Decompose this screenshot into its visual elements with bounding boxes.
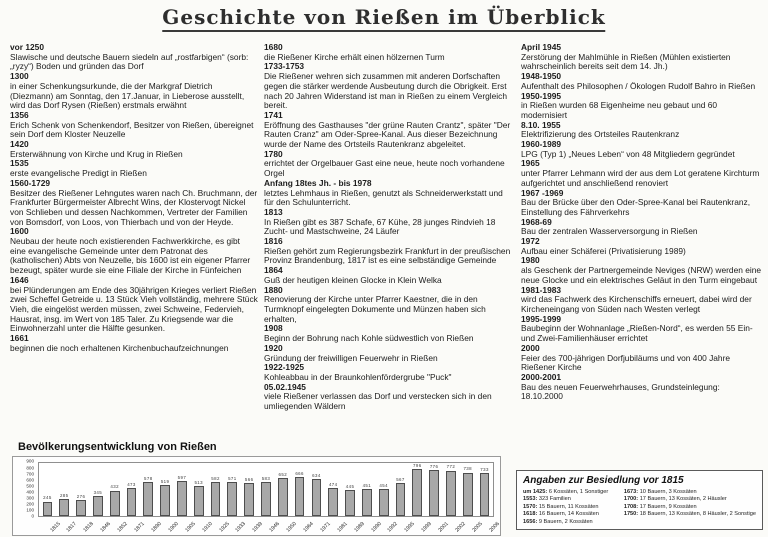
timeline-entry	[264, 363, 514, 382]
entry-date: 1420	[10, 139, 29, 150]
bar-value-label: 454	[379, 483, 388, 489]
x-tick-label: 2006	[488, 521, 501, 534]
bar-group	[443, 463, 460, 516]
chart-y-axis	[15, 458, 35, 519]
bar	[261, 482, 271, 516]
timeline-entry	[10, 111, 258, 140]
bar-group	[157, 463, 174, 516]
chart-plot-area	[38, 462, 494, 517]
entry-date: 1661	[10, 333, 29, 344]
settlement-text: 17 Bauern, 13 Kossäten, 2 Häusler	[638, 496, 727, 503]
bar	[480, 473, 490, 516]
timeline-entry	[521, 218, 763, 237]
entry-date: vor 1250	[10, 42, 44, 52]
entry-text: Bau der zentralen Wasserversorgung in Rießen	[521, 226, 698, 237]
settlement-entry	[523, 511, 624, 518]
settlement-info-box	[516, 470, 763, 530]
entry-text: wird das Fachwerk des Kirchenschiffs erneuert, dabei wird der Kircheneingang von Süden nach Westen verlegt	[521, 294, 752, 314]
entry-date: 1741	[264, 109, 283, 120]
x-tick-label: 1989	[353, 521, 366, 534]
bar-group	[308, 463, 325, 516]
bar-value-label: 571	[228, 476, 237, 482]
entry-text: Gründung der freiwilligen Feuerwehr in Rießen	[264, 352, 438, 363]
y-tick-label: 200	[26, 501, 34, 507]
bar	[463, 473, 473, 516]
timeline-entry	[521, 140, 763, 159]
timeline-column-2	[264, 43, 514, 412]
x-tick-label: 1999	[420, 521, 433, 534]
x-tick-label: 1992	[386, 521, 400, 534]
y-tick-label: 900	[26, 458, 34, 464]
bar	[328, 488, 338, 516]
settlement-year: 1618:	[523, 511, 538, 518]
y-tick-label: 400	[26, 489, 34, 495]
entry-date: 1995-1999	[521, 313, 562, 324]
entry-date: 1960-1989	[521, 139, 562, 150]
timeline-entry	[521, 256, 763, 285]
bar	[177, 481, 187, 516]
entry-text: Erich Schenk von Schenkendorf, Besitzer von Rießen, übereignet sein Dorf dem Kloster Neuzelle	[10, 119, 254, 140]
bar	[194, 486, 204, 516]
timeline-entry	[10, 276, 258, 334]
settlement-entry	[523, 519, 624, 526]
settlement-text: 16 Bauern, 14 Kossäten	[537, 511, 599, 518]
settlement-year: 1700:	[623, 496, 639, 503]
x-tick-label: 1946	[268, 521, 281, 534]
entry-date: 2000	[521, 342, 540, 353]
entry-text: viele Rießener verlassen das Dorf und verstecken sich in den umliegenden Wäldern	[264, 391, 492, 412]
entry-date: 1356	[10, 109, 29, 120]
y-tick-label: 0	[31, 513, 34, 519]
entry-date: 1560-1729	[10, 177, 51, 188]
x-tick	[460, 519, 484, 535]
x-tick	[72, 519, 96, 535]
settlement-text: 15 Bauern, 11 Kossäten	[537, 503, 599, 510]
entry-date: 1880	[264, 284, 283, 295]
bar	[76, 500, 86, 516]
timeline-entry	[521, 373, 763, 402]
bar-group	[375, 463, 392, 516]
settlement-columns	[523, 489, 756, 526]
x-tick	[173, 519, 197, 535]
settlement-entry	[523, 496, 624, 503]
entry-text: Eröffnung des Gasthauses "der grüne Rauten Crantz", später "Der Rauten Cranz" am Oder-Spree-Kanal. Aus dieser Bezeichnung wurde der Name des Ortsteils Rautenkranz abgeleitet.	[264, 119, 511, 150]
bar-group	[342, 463, 359, 516]
timeline-entry	[521, 121, 763, 140]
x-tick	[156, 519, 180, 535]
bar-value-label: 652	[278, 471, 288, 477]
entry-date: 1920	[264, 342, 283, 353]
timeline-column-1	[10, 43, 258, 354]
x-tick	[106, 519, 129, 535]
bar	[43, 502, 53, 516]
x-tick-label: 1939	[251, 521, 265, 534]
x-tick-label: 1871	[133, 521, 146, 534]
x-tick	[207, 519, 231, 535]
page-title: Geschichte von Rießen im Überblick	[162, 5, 605, 32]
entry-date: 1981-1983	[521, 284, 562, 295]
bar-value-label: 451	[362, 483, 372, 489]
timeline-entry	[521, 92, 763, 121]
bar	[278, 478, 288, 516]
entry-date: 1680	[264, 42, 283, 52]
x-tick-label: 1910	[200, 521, 214, 534]
x-tick-label: 2002	[454, 521, 467, 534]
x-tick	[139, 519, 163, 535]
bar-value-label: 245	[43, 495, 52, 501]
settlement-text: 9 Bauern, 2 Kossäten	[537, 518, 593, 525]
settlement-entry	[624, 489, 756, 496]
entry-text: LPG (Typ 1) „Neues Leben“ von 48 Mitgliedern gegründet	[521, 148, 735, 159]
timeline-entry	[521, 159, 763, 188]
entry-date: 1813	[264, 206, 283, 217]
entry-date: 8.10. 1955	[521, 119, 561, 130]
timeline-entry	[10, 227, 258, 276]
timeline-column-3	[521, 43, 763, 402]
x-tick	[55, 519, 79, 535]
entry-text: Guß der heutigen kleinen Glocke in Klein Welka	[264, 274, 442, 285]
entry-text: In Rießen gibt es 387 Schafe, 67 Kühe, 28 junges Rindvieh 18 Zucht- und Mastschweine, 24 Läufer	[264, 216, 496, 237]
y-tick-label: 500	[26, 483, 34, 489]
entry-date: 1965	[521, 158, 540, 169]
settlement-entry	[523, 489, 624, 496]
entry-text: als Geschenk der Partnergemeinde Neviges (NRW) werden eine neue Glocke und ein elektrisches Geläut in den Turm eingebaut	[521, 265, 762, 285]
bar-value-label: 345	[93, 489, 103, 495]
bar	[127, 488, 137, 516]
bar-group	[459, 463, 476, 516]
bar-group	[274, 463, 291, 516]
settlement-box-title: Angaben zur Besiedlung vor 1815	[523, 475, 684, 486]
bar	[143, 482, 153, 516]
settlement-text: 18 Bauern, 13 Kossäten, 8 Häusler, 2 Sonstige	[638, 511, 756, 518]
entry-date: Anfang 18tes Jh. - bis 1978	[264, 177, 372, 188]
entry-text: Neubau der heute noch existierenden Fachwerkkirche, es gibt eine evangelische Gemeinde unter dem Patronat des (katholischen) Abts von Neuzelle, bis 1600 ist ein eigener Pfarrer bezeugt, später wurde sie eine Filiale der Kirche in Fünfeichen	[10, 236, 251, 276]
entry-text: Baubeginn der Wohnanlage „Rießen-Nord“, es werden 55 Ein- und Zwei-Familienhäuser errichtet	[521, 323, 753, 344]
timeline-entry	[10, 159, 258, 178]
timeline-entry	[264, 62, 514, 111]
x-tick-label: 1817	[65, 521, 79, 534]
settlement-year: 1673:	[623, 489, 639, 495]
x-tick	[291, 519, 315, 535]
x-tick-label: 1990	[369, 521, 383, 534]
x-tick	[376, 519, 400, 535]
bar	[396, 483, 406, 516]
y-tick-label: 100	[26, 507, 34, 513]
bar	[379, 489, 389, 516]
entry-date: April 1945	[521, 42, 562, 52]
entry-date: 1972	[521, 236, 540, 247]
bar	[412, 469, 422, 516]
timeline-entry	[521, 237, 763, 256]
bar-group	[89, 463, 106, 516]
y-tick-label: 600	[26, 477, 34, 483]
entry-text: Kohleabbau in der Braunkohlenfördergrube "Puck"	[264, 371, 452, 382]
y-tick-label: 800	[26, 464, 34, 470]
x-tick-label: 1905	[184, 521, 197, 534]
timeline-entry	[264, 286, 514, 325]
timeline-entry	[521, 189, 763, 218]
entry-text: letztes Lehmhaus in Rießen, genutzt als Schneiderwerkstatt und für den Schulunterricht.	[264, 187, 503, 208]
timeline-entry	[10, 72, 258, 111]
bar-value-label: 566	[244, 476, 254, 482]
bar-group	[409, 463, 426, 516]
chart-x-axis	[38, 519, 501, 535]
timeline-entry	[264, 266, 514, 285]
bar-value-label: 597	[177, 474, 187, 480]
bar-group	[123, 463, 140, 516]
entry-date: 2000-2001	[521, 371, 562, 382]
timeline-entry	[10, 334, 258, 353]
bar	[227, 482, 237, 516]
y-tick-label: 700	[26, 470, 34, 476]
x-tick-label: 1933	[234, 521, 248, 534]
entry-date: 1816	[264, 236, 283, 247]
entry-text: Aufbau einer Schäferei (Privatisierung 1989)	[521, 245, 686, 256]
bar-group	[358, 463, 375, 516]
bar-value-label: 567	[396, 476, 405, 482]
entry-date: 1780	[264, 148, 283, 159]
x-tick-label: 1818	[82, 521, 96, 534]
bar-value-label: 473	[127, 482, 136, 488]
bar-group	[190, 463, 207, 516]
x-tick	[359, 519, 383, 535]
timeline-entry	[264, 179, 514, 208]
bar-group	[392, 463, 409, 516]
x-tick	[122, 519, 146, 535]
settlement-year: 1570:	[523, 503, 538, 510]
timeline-entry	[264, 383, 514, 412]
x-tick-label: 1971	[319, 521, 332, 534]
settlement-text: 10 Bauern, 3 Kossäten	[638, 489, 697, 495]
entry-date: 1864	[264, 265, 283, 276]
entry-date: 1300	[10, 71, 29, 82]
entry-text: errichtet der Orgelbauer Gast eine neue, heute noch vorhandene Orgel	[264, 158, 505, 179]
bar-value-label: 738	[463, 466, 472, 472]
entry-text: beginnen die noch erhaltenen Kirchenbuchaufzeichnungen	[10, 342, 229, 353]
timeline-entry	[264, 344, 514, 363]
timeline-entry	[264, 208, 514, 237]
bar	[345, 490, 355, 516]
entry-date: 1908	[264, 323, 283, 334]
x-tick	[38, 519, 62, 535]
entry-text: Feier des 700-jährigen Dorfjubiläums und von 400 Jahre Rießener Kirche	[521, 352, 731, 373]
bar-group	[56, 463, 73, 516]
x-tick	[308, 519, 332, 535]
bar	[211, 482, 221, 516]
x-tick	[89, 519, 113, 535]
entry-date: 1600	[10, 226, 29, 237]
bar	[244, 483, 254, 516]
bar-value-label: 583	[261, 475, 271, 481]
entry-date: 1922-1925	[264, 362, 305, 373]
bar-group	[258, 463, 275, 516]
bar	[110, 491, 120, 516]
bar-group	[73, 463, 90, 516]
settlement-text: 6 Kossäten, 1 Sonstiger	[547, 489, 609, 495]
entry-text: Slawische und deutsche Bauern siedeln auf „rostfarbigen“ (sorb: „ryzy“) Boden und gründen das Dorf	[10, 51, 249, 72]
entry-date: 1980	[521, 255, 540, 266]
bar-value-label: 733	[480, 466, 489, 472]
bar-value-label: 276	[76, 493, 86, 499]
settlement-list-right	[624, 489, 756, 526]
settlement-year: 1708:	[623, 503, 639, 510]
entry-date: 1948-1950	[521, 71, 562, 82]
bar-group	[476, 463, 493, 516]
bar-value-label: 285	[59, 493, 69, 499]
bar-value-label: 474	[328, 482, 338, 487]
bar-value-label: 513	[194, 479, 203, 485]
entry-text: Renovierung der Kirche unter Pfarrer Kaestner, die in den Turmknopf eingelegten Dokumente und Münzen haben sich erhalten,	[264, 294, 486, 324]
bar-group	[325, 463, 342, 516]
settlement-text: 17 Bauern, 9 Kossäten	[638, 503, 697, 510]
settlement-year: 1656:	[523, 518, 538, 525]
settlement-entry	[523, 504, 624, 511]
bar-value-label: 666	[295, 470, 304, 476]
settlement-entry	[624, 504, 756, 511]
entry-date: 1733-1753	[264, 61, 305, 72]
timeline-entry	[521, 43, 763, 72]
bar-value-label: 432	[110, 484, 119, 490]
entry-text: Rießen gehört zum Regierungsbezirk Frankfurt in der preußischen Provinz Brandenburg, 1817 ist es eine selbständige Gemeinde	[264, 245, 511, 266]
x-tick-label: 1846	[99, 521, 113, 534]
entry-text: in Rießen wurden 68 Eigenheime neu gebaut und 60 modernisiert	[521, 100, 718, 120]
entry-text: Beginn der Bohrung nach Kohle südwestlich von Rießen	[264, 333, 474, 344]
bar-group	[140, 463, 157, 516]
x-tick	[426, 519, 450, 535]
timeline-entry	[10, 140, 258, 159]
bar	[429, 470, 439, 516]
bar	[59, 499, 69, 516]
bar-group	[207, 463, 224, 516]
timeline-entry	[521, 344, 763, 373]
x-tick	[241, 519, 265, 535]
entry-text: erste evangelische Predigt in Rießen	[10, 168, 147, 179]
bar-value-label: 445	[345, 483, 355, 489]
settlement-entry	[624, 511, 756, 518]
entry-text: die Rießener Kirche erhält einen hölzernen Turm	[264, 51, 445, 62]
x-tick	[224, 519, 248, 535]
bar-group	[224, 463, 241, 516]
settlement-entry	[624, 496, 756, 503]
x-tick-label: 1815	[48, 521, 62, 534]
entry-date: 05.02.1945	[264, 381, 306, 392]
x-tick	[393, 519, 417, 535]
x-tick-label: 1900	[167, 521, 180, 534]
bar	[446, 471, 456, 516]
bar-value-label: 582	[211, 475, 220, 481]
x-tick	[342, 519, 366, 535]
timeline-entry	[264, 43, 514, 62]
settlement-year: 1553:	[523, 496, 538, 503]
population-bar-chart	[12, 456, 501, 536]
timeline-entry	[264, 111, 514, 150]
timeline-entry	[521, 286, 763, 315]
timeline-entry	[10, 43, 258, 72]
x-tick-label: 2005	[471, 521, 484, 534]
bar-group	[106, 463, 123, 516]
entry-date: 1968-69	[521, 216, 552, 227]
bar-value-label: 796	[413, 463, 422, 469]
entry-text: Elektrifizierung des Ortsteiles Rautenkranz	[521, 129, 680, 140]
x-tick	[325, 519, 349, 535]
settlement-year: 1750:	[623, 511, 639, 518]
settlement-year: um 1425:	[523, 489, 548, 495]
bar-value-label: 772	[446, 464, 456, 470]
timeline-entry	[10, 179, 258, 228]
entry-date: 1646	[10, 274, 29, 285]
entry-text: Aufenthalt des Philosophen / Ökologen Rudolf Bahro in Rießen	[521, 80, 756, 91]
x-tick	[410, 519, 433, 535]
timeline-entry	[521, 72, 763, 91]
x-tick	[443, 519, 467, 535]
timeline-entry	[521, 315, 763, 344]
timeline-entry	[264, 150, 514, 179]
x-tick	[258, 519, 281, 535]
bar	[362, 489, 372, 516]
x-tick	[190, 519, 214, 535]
x-tick-label: 1981	[336, 521, 349, 534]
timeline-entry	[264, 324, 514, 343]
bar	[295, 477, 305, 516]
x-tick-label: 1852	[116, 521, 129, 534]
settlement-text: 323 Familien	[537, 496, 571, 503]
entry-text: Die Rießener wehren sich zusammen mit anderen Dorfschaften gegen die stärker werdende Ausbeutung durch die Obrigkeit. Erst nach 20 Jahren Widerstand ist man in Rießen zu einem Vergleich bereit.	[264, 71, 508, 111]
bar-value-label: 776	[429, 464, 439, 470]
bar-group	[291, 463, 308, 516]
entry-date: 1967 -1969	[521, 187, 564, 198]
entry-text: Bau der Brücke über den Oder-Spree-Kanal bei Rautenkranz, Einstellung des Fährverkehrs	[521, 197, 751, 217]
bar	[93, 496, 103, 516]
entry-text: bei Plünderungen am Ende des 30jährigen Krieges verliert Rießen zwei Scheffel Getreide u. 13 Stück Vieh vollständig, mehrere Stück Vieh, die eingelöst werden müssen, zwei Schweine, Federvieh, Hausrat, insg. im Wert von 185 Taler. Zu Kriegsende war die Einwohnerzahl unter die Hälfte gesunken.	[10, 284, 258, 334]
entry-text: in einer Schenkungsurkunde, die der Markgraf Dietrich (Diezmann) am Sonntag, den 17.Januar, in Lieberose ausstellt, wird das Dorf Rysen (Rießen) erstmals erwähnt	[10, 80, 245, 111]
x-tick	[477, 519, 501, 535]
x-tick-label: 1925	[217, 521, 231, 534]
x-tick	[274, 519, 298, 535]
entry-text: Bau des neuen Feuerwehrhauses, Grundsteinlegung: 18.10.2000	[521, 381, 720, 402]
entry-text: unter Pfarrer Lehmann wird der aus dem Lot geratene Kirchturm aufgerichtet und anschließend renoviert	[521, 168, 760, 188]
x-tick-label: 1950	[285, 521, 298, 534]
entry-date: 1535	[10, 158, 29, 169]
entry-text: Zerstörung der Mahlmühle in Rießen (Mühlen existierten wahrscheinlich bereits seit dem 14. Jh.)	[521, 51, 731, 72]
bar-group	[174, 463, 191, 516]
bar	[312, 479, 322, 516]
entry-text: Besitzer des Rießener Lehngutes waren nach Ch. Bruchmann, der Frankfurter Bürgermeister Albrecht Wins, der Klostervogt Nickel von Schlieben und dessen Nachkommen, Vertreter der Familien von Bomsdorf, von Loos, von Thierbach und von der Heyde.	[10, 187, 258, 227]
x-tick-label: 1995	[403, 521, 417, 534]
bar-value-label: 519	[160, 479, 170, 485]
timeline-entry	[264, 237, 514, 266]
bar	[160, 485, 170, 516]
bar-group	[426, 463, 443, 516]
x-tick-label: 1890	[150, 521, 163, 534]
chart-title: Bevölkerungsentwicklung von Rießen	[18, 441, 217, 453]
bar-value-label: 578	[144, 475, 153, 481]
y-tick-label: 300	[26, 495, 34, 501]
entry-date: 1950-1995	[521, 90, 562, 101]
entry-text: Ersterwähnung von Kirche und Krug in Rießen	[10, 148, 183, 159]
bar-group	[241, 463, 258, 516]
bar-value-label: 634	[312, 472, 321, 478]
x-tick-label: 1964	[302, 521, 315, 534]
x-tick-label: 2001	[437, 521, 450, 534]
settlement-list-left	[523, 489, 624, 526]
bar-group	[39, 463, 56, 516]
